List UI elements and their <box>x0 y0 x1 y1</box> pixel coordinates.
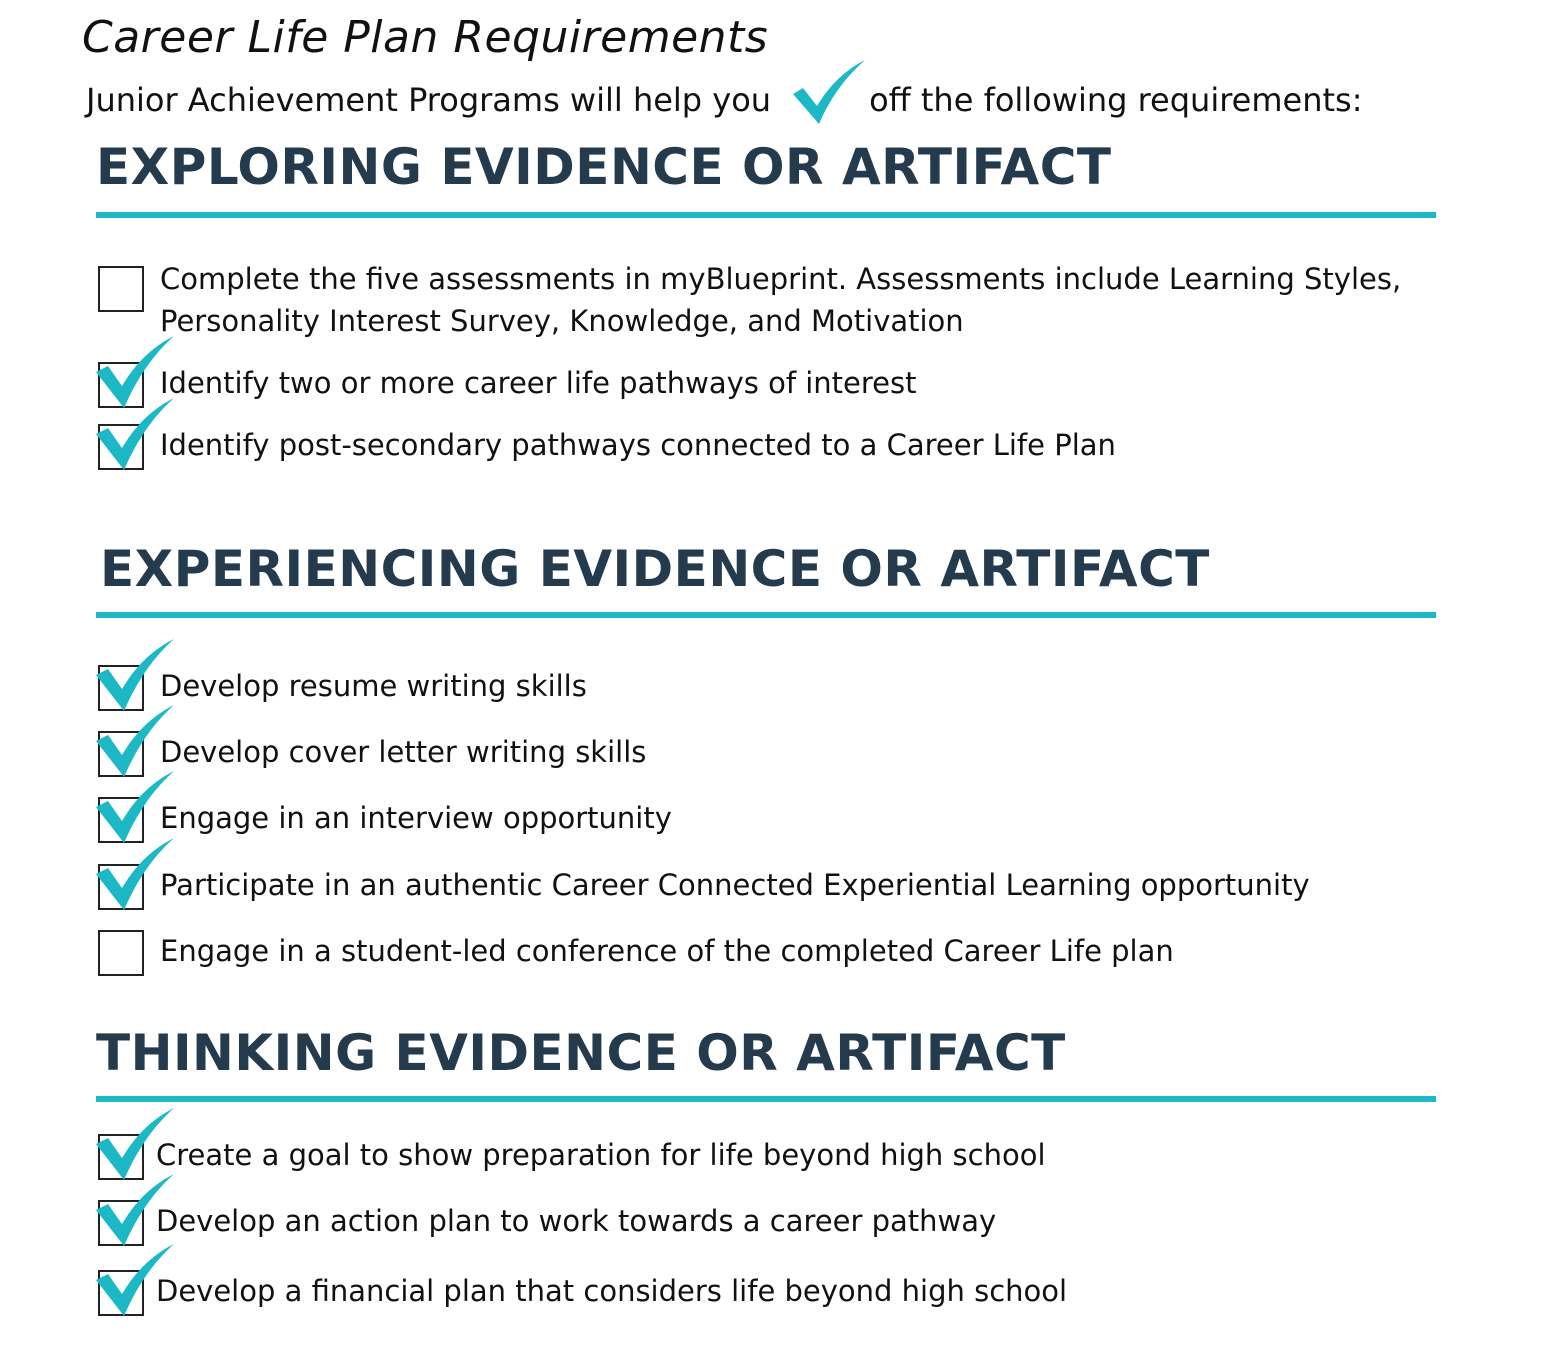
requirement-label: Create a goal to show preparation for life beyond high school <box>156 1138 1046 1172</box>
checkmark-icon <box>94 637 176 713</box>
checkbox[interactable] <box>98 930 144 976</box>
requirement-label: Develop cover letter writing skills <box>160 735 647 769</box>
checkmark-icon <box>789 58 869 128</box>
checkmark-icon <box>94 1242 176 1318</box>
requirement-item[interactable] <box>98 731 646 777</box>
section-divider <box>96 212 1436 218</box>
subtitle-lead: Junior Achievement Programs will help you <box>86 81 772 119</box>
section-heading-exploring: EXPLORING EVIDENCE OR ARTIFACT <box>96 138 1112 196</box>
checkmark-icon <box>94 1106 176 1182</box>
section-heading-thinking: THINKING EVIDENCE OR ARTIFACT <box>96 1024 1066 1082</box>
subtitle <box>86 78 1363 122</box>
checkmark-icon <box>94 769 176 845</box>
checkbox[interactable] <box>98 266 144 312</box>
section-divider <box>96 612 1436 618</box>
requirement-item[interactable] <box>98 424 1116 470</box>
checkbox-checked[interactable] <box>98 1200 144 1246</box>
requirement-label: Develop resume writing skills <box>160 669 587 703</box>
section-heading-experiencing: EXPERIENCING EVIDENCE OR ARTIFACT <box>100 540 1210 598</box>
checkbox-checked[interactable] <box>98 1270 144 1316</box>
checkmark-icon <box>94 1172 176 1248</box>
requirement-item[interactable] <box>98 362 917 408</box>
requirement-item[interactable] <box>98 1270 1067 1316</box>
requirement-label: Complete the five assessments in myBlueprint. Assessments include Learning Styles, Personality Interest Survey, Knowledge, and Motivation <box>160 262 1402 338</box>
requirement-label: Develop a financial plan that considers life beyond high school <box>156 1274 1068 1308</box>
checkbox-checked[interactable] <box>98 864 144 910</box>
requirement-label: Develop an action plan to work towards a career pathway <box>156 1204 997 1238</box>
requirement-label: Engage in an interview opportunity <box>160 801 672 835</box>
requirement-item[interactable] <box>98 1134 1046 1180</box>
subtitle-tail: off the following requirements: <box>869 81 1363 119</box>
requirement-item[interactable] <box>98 262 1410 342</box>
requirement-item[interactable] <box>98 930 1174 976</box>
requirement-label: Identify two or more career life pathways of interest <box>160 366 917 400</box>
page-title: Career Life Plan Requirements <box>82 12 769 63</box>
requirement-item[interactable] <box>98 864 1310 910</box>
requirement-label: Engage in a student-led conference of the completed Career Life plan <box>160 934 1174 968</box>
checkmark-icon <box>94 836 176 912</box>
section-divider <box>96 1096 1436 1102</box>
requirement-label: Identify post-secondary pathways connected to a Career Life Plan <box>160 428 1116 462</box>
checkbox-checked[interactable] <box>98 424 144 470</box>
checkmark-icon <box>94 703 176 779</box>
requirement-item[interactable] <box>98 1200 996 1246</box>
requirement-item[interactable] <box>98 797 672 843</box>
requirement-label: Participate in an authentic Career Connected Experiential Learning opportunity <box>160 868 1310 902</box>
checkmark-icon <box>94 396 176 472</box>
